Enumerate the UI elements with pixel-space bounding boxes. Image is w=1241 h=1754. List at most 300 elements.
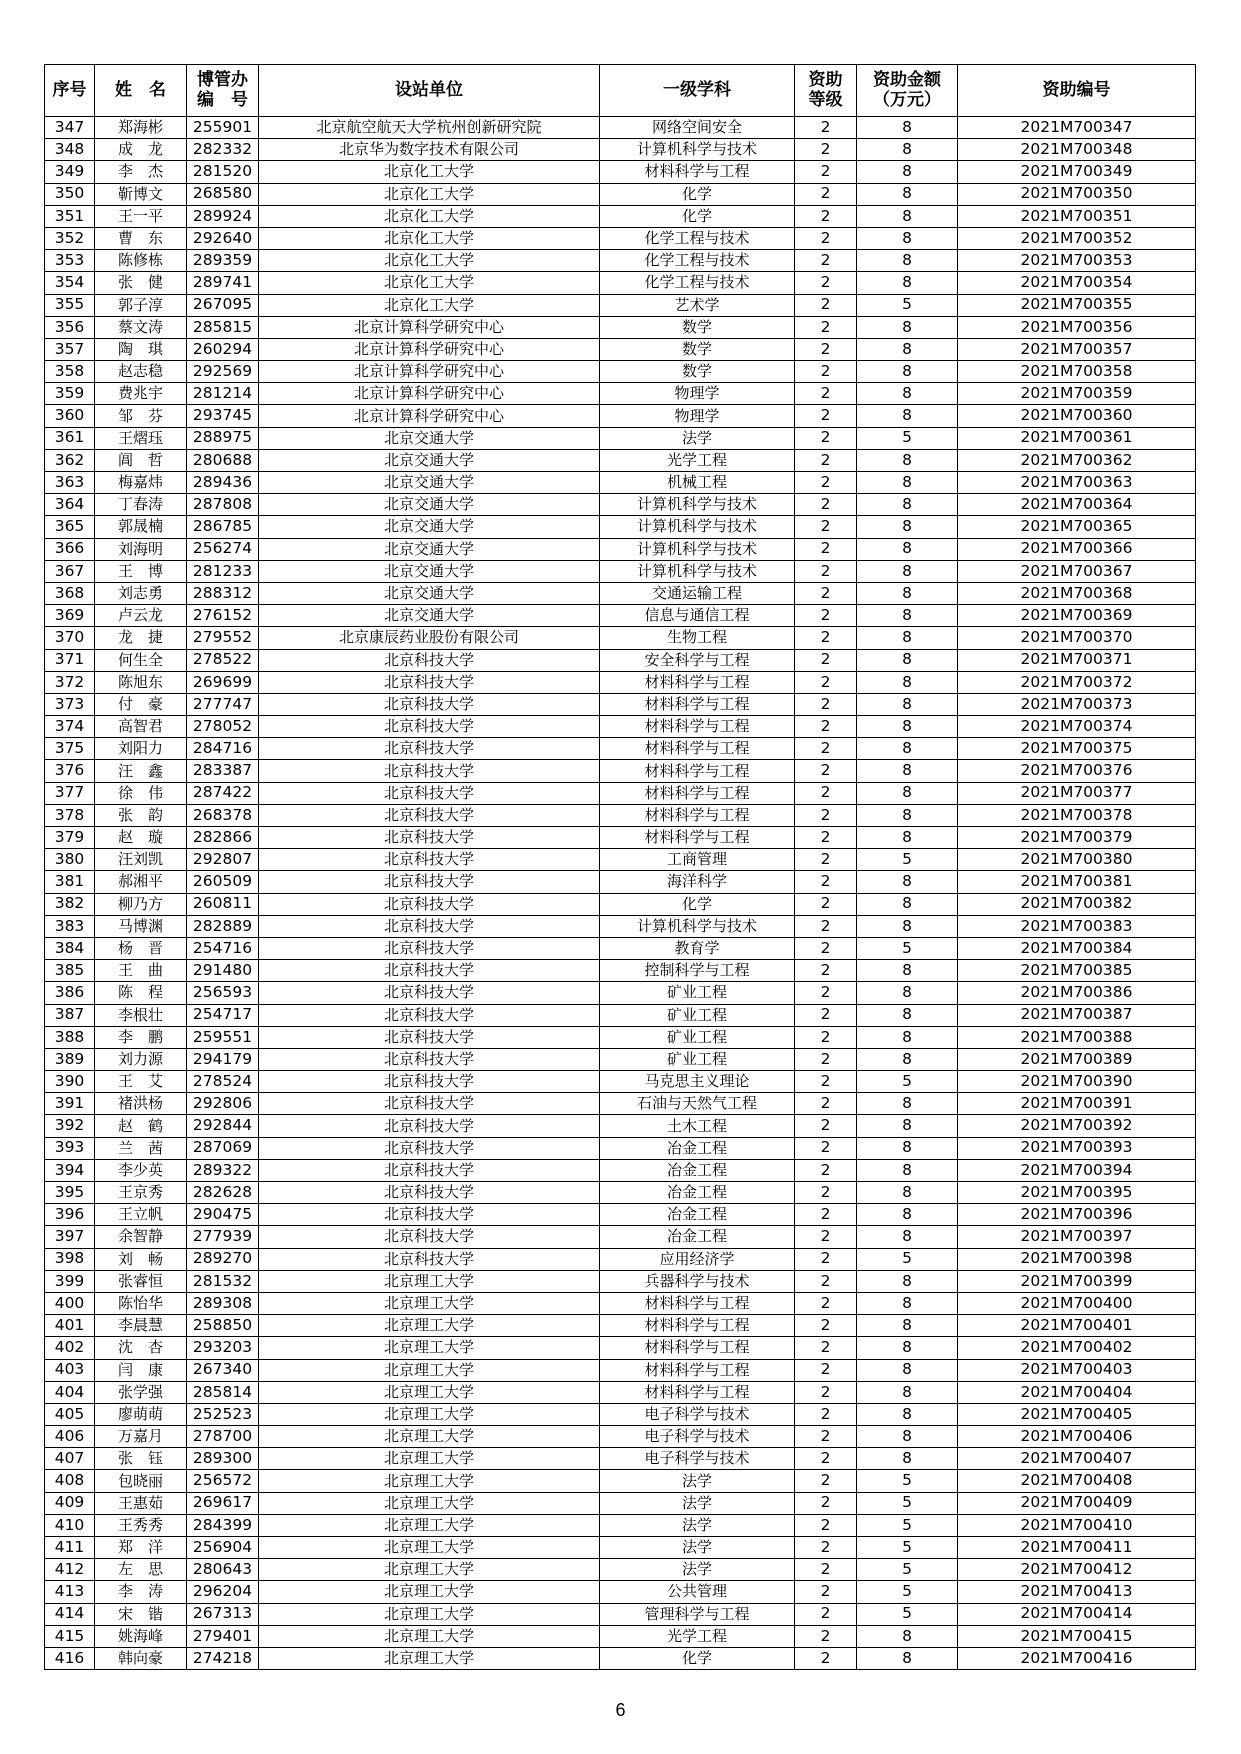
cell-institution: 北京交通大学 [259, 560, 600, 582]
cell-amount: 5 [857, 1559, 958, 1581]
cell-name: 郝湘平 [95, 871, 187, 893]
cell-index: 370 [45, 627, 95, 649]
cell-grade: 2 [795, 361, 857, 383]
cell-funding-id: 2021M700386 [958, 982, 1196, 1004]
cell-discipline: 石油与天然气工程 [600, 1093, 795, 1115]
cell-funding-id: 2021M700404 [958, 1381, 1196, 1403]
cell-funding-id: 2021M700412 [958, 1559, 1196, 1581]
cell-office-id: 281520 [187, 161, 259, 183]
cell-index: 387 [45, 1004, 95, 1026]
cell-discipline: 计算机科学与技术 [600, 139, 795, 161]
cell-office-id: 289322 [187, 1159, 259, 1181]
cell-amount: 8 [857, 227, 958, 249]
cell-office-id: 281214 [187, 383, 259, 405]
cell-amount: 8 [857, 1315, 958, 1337]
cell-amount: 8 [857, 893, 958, 915]
cell-office-id: 290475 [187, 1204, 259, 1226]
cell-amount: 8 [857, 1115, 958, 1137]
cell-office-id: 289436 [187, 472, 259, 494]
cell-amount: 5 [857, 1603, 958, 1625]
cell-funding-id: 2021M700348 [958, 139, 1196, 161]
cell-office-id: 296204 [187, 1581, 259, 1603]
table-row [45, 205, 1196, 227]
cell-grade: 2 [795, 605, 857, 627]
table-row [45, 649, 1196, 671]
table-row [45, 1492, 1196, 1514]
cell-amount: 8 [857, 671, 958, 693]
cell-amount: 5 [857, 937, 958, 959]
cell-name: 李晨慧 [95, 1315, 187, 1337]
cell-institution: 北京科技大学 [259, 1204, 600, 1226]
cell-index: 352 [45, 227, 95, 249]
cell-grade: 2 [795, 1204, 857, 1226]
cell-institution: 北京科技大学 [259, 982, 600, 1004]
header-institution: 设站单位 [259, 65, 600, 117]
cell-office-id: 284399 [187, 1514, 259, 1536]
cell-amount: 8 [857, 516, 958, 538]
cell-office-id: 278700 [187, 1426, 259, 1448]
cell-index: 373 [45, 693, 95, 715]
cell-office-id: 288312 [187, 582, 259, 604]
cell-discipline: 冶金工程 [600, 1159, 795, 1181]
cell-funding-id: 2021M700398 [958, 1248, 1196, 1270]
cell-amount: 8 [857, 1337, 958, 1359]
cell-discipline: 冶金工程 [600, 1204, 795, 1226]
cell-grade: 2 [795, 1492, 857, 1514]
cell-name: 李少英 [95, 1159, 187, 1181]
cell-discipline: 化学工程与技术 [600, 250, 795, 272]
cell-office-id: 256593 [187, 982, 259, 1004]
table-row [45, 1182, 1196, 1204]
cell-funding-id: 2021M700394 [958, 1159, 1196, 1181]
table-row [45, 1004, 1196, 1026]
cell-institution: 北京华为数字技术有限公司 [259, 139, 600, 161]
cell-funding-id: 2021M700373 [958, 693, 1196, 715]
cell-office-id: 278522 [187, 649, 259, 671]
funding-table [44, 64, 1196, 1670]
cell-office-id: 267095 [187, 294, 259, 316]
cell-grade: 2 [795, 1315, 857, 1337]
cell-discipline: 生物工程 [600, 627, 795, 649]
cell-grade: 2 [795, 693, 857, 715]
cell-institution: 北京康辰药业股份有限公司 [259, 627, 600, 649]
cell-amount: 8 [857, 383, 958, 405]
table-row [45, 117, 1196, 139]
cell-grade: 2 [795, 1004, 857, 1026]
cell-discipline: 计算机科学与技术 [600, 915, 795, 937]
cell-amount: 8 [857, 827, 958, 849]
cell-index: 347 [45, 117, 95, 139]
cell-office-id: 292640 [187, 227, 259, 249]
cell-grade: 2 [795, 405, 857, 427]
table-row [45, 449, 1196, 471]
cell-index: 351 [45, 205, 95, 227]
cell-name: 陶 琪 [95, 338, 187, 360]
cell-institution: 北京理工大学 [259, 1492, 600, 1514]
table-body [45, 117, 1196, 1670]
cell-funding-id: 2021M700360 [958, 405, 1196, 427]
cell-index: 358 [45, 361, 95, 383]
header-row [45, 65, 1196, 117]
table-row [45, 893, 1196, 915]
table-row [45, 1625, 1196, 1647]
cell-name: 王熠珏 [95, 427, 187, 449]
table-row [45, 1581, 1196, 1603]
cell-index: 408 [45, 1470, 95, 1492]
cell-name: 徐 伟 [95, 782, 187, 804]
cell-office-id: 286785 [187, 516, 259, 538]
cell-discipline: 材料科学与工程 [600, 671, 795, 693]
cell-funding-id: 2021M700370 [958, 627, 1196, 649]
cell-institution: 北京理工大学 [259, 1337, 600, 1359]
cell-institution: 北京计算科学研究中心 [259, 383, 600, 405]
cell-grade: 2 [795, 915, 857, 937]
table-row [45, 1137, 1196, 1159]
cell-funding-id: 2021M700380 [958, 849, 1196, 871]
cell-grade: 2 [795, 538, 857, 560]
cell-index: 376 [45, 760, 95, 782]
cell-institution: 北京交通大学 [259, 538, 600, 560]
cell-name: 陈 程 [95, 982, 187, 1004]
table-row [45, 1337, 1196, 1359]
table-row [45, 827, 1196, 849]
cell-name: 刘海明 [95, 538, 187, 560]
cell-index: 379 [45, 827, 95, 849]
header-funding-id: 资助编号 [958, 65, 1196, 117]
cell-grade: 2 [795, 760, 857, 782]
cell-amount: 8 [857, 693, 958, 715]
table-row [45, 782, 1196, 804]
header-name: 姓 名 [95, 65, 187, 117]
table-row [45, 1292, 1196, 1314]
cell-office-id: 281532 [187, 1270, 259, 1292]
cell-grade: 2 [795, 960, 857, 982]
cell-office-id: 260294 [187, 338, 259, 360]
cell-discipline: 材料科学与工程 [600, 161, 795, 183]
cell-funding-id: 2021M700403 [958, 1359, 1196, 1381]
cell-funding-id: 2021M700393 [958, 1137, 1196, 1159]
table-row [45, 383, 1196, 405]
cell-amount: 8 [857, 716, 958, 738]
cell-grade: 2 [795, 893, 857, 915]
table-row [45, 1537, 1196, 1559]
cell-index: 406 [45, 1426, 95, 1448]
cell-grade: 2 [795, 1026, 857, 1048]
cell-funding-id: 2021M700384 [958, 937, 1196, 959]
cell-funding-id: 2021M700371 [958, 649, 1196, 671]
table-row [45, 738, 1196, 760]
cell-discipline: 物理学 [600, 383, 795, 405]
cell-amount: 8 [857, 1004, 958, 1026]
cell-funding-id: 2021M700381 [958, 871, 1196, 893]
cell-name: 张 健 [95, 272, 187, 294]
cell-index: 390 [45, 1071, 95, 1093]
cell-amount: 5 [857, 849, 958, 871]
cell-funding-id: 2021M700376 [958, 760, 1196, 782]
cell-amount: 8 [857, 1292, 958, 1314]
cell-office-id: 254716 [187, 937, 259, 959]
cell-discipline: 材料科学与工程 [600, 1292, 795, 1314]
table-row [45, 1026, 1196, 1048]
cell-amount: 8 [857, 338, 958, 360]
cell-name: 刘 畅 [95, 1248, 187, 1270]
cell-funding-id: 2021M700400 [958, 1292, 1196, 1314]
cell-index: 380 [45, 849, 95, 871]
cell-institution: 北京科技大学 [259, 693, 600, 715]
cell-amount: 8 [857, 627, 958, 649]
cell-funding-id: 2021M700369 [958, 605, 1196, 627]
cell-discipline: 矿业工程 [600, 1004, 795, 1026]
cell-office-id: 260811 [187, 893, 259, 915]
cell-name: 成 龙 [95, 139, 187, 161]
cell-amount: 5 [857, 1071, 958, 1093]
table-row [45, 1603, 1196, 1625]
cell-discipline: 计算机科学与技术 [600, 494, 795, 516]
cell-discipline: 机械工程 [600, 472, 795, 494]
cell-name: 陈旭东 [95, 671, 187, 693]
cell-institution: 北京理工大学 [259, 1448, 600, 1470]
cell-grade: 2 [795, 316, 857, 338]
header-index: 序号 [45, 65, 95, 117]
cell-name: 郭晟楠 [95, 516, 187, 538]
cell-discipline: 材料科学与工程 [600, 827, 795, 849]
cell-office-id: 277939 [187, 1226, 259, 1248]
cell-discipline: 材料科学与工程 [600, 1381, 795, 1403]
cell-name: 王立帆 [95, 1204, 187, 1226]
cell-grade: 2 [795, 1248, 857, 1270]
header-discipline: 一级学科 [600, 65, 795, 117]
cell-discipline: 管理科学与工程 [600, 1603, 795, 1625]
table-row [45, 1315, 1196, 1337]
cell-amount: 8 [857, 494, 958, 516]
cell-grade: 2 [795, 294, 857, 316]
cell-amount: 8 [857, 139, 958, 161]
cell-amount: 8 [857, 316, 958, 338]
cell-office-id: 289300 [187, 1448, 259, 1470]
cell-index: 391 [45, 1093, 95, 1115]
cell-institution: 北京交通大学 [259, 449, 600, 471]
cell-institution: 北京化工大学 [259, 183, 600, 205]
cell-index: 361 [45, 427, 95, 449]
cell-name: 王秀秀 [95, 1514, 187, 1536]
cell-name: 赵志稳 [95, 361, 187, 383]
cell-funding-id: 2021M700411 [958, 1537, 1196, 1559]
cell-amount: 8 [857, 183, 958, 205]
table-row [45, 804, 1196, 826]
cell-funding-id: 2021M700387 [958, 1004, 1196, 1026]
table-row [45, 183, 1196, 205]
cell-amount: 8 [857, 915, 958, 937]
table-row [45, 1359, 1196, 1381]
table-row [45, 1270, 1196, 1292]
cell-grade: 2 [795, 205, 857, 227]
cell-office-id: 269699 [187, 671, 259, 693]
cell-grade: 2 [795, 1359, 857, 1381]
cell-institution: 北京计算科学研究中心 [259, 316, 600, 338]
cell-grade: 2 [795, 338, 857, 360]
cell-discipline: 材料科学与工程 [600, 1315, 795, 1337]
cell-amount: 8 [857, 1093, 958, 1115]
cell-discipline: 兵器科学与技术 [600, 1270, 795, 1292]
cell-index: 400 [45, 1292, 95, 1314]
cell-index: 371 [45, 649, 95, 671]
cell-discipline: 电子科学与技术 [600, 1403, 795, 1425]
table-row [45, 605, 1196, 627]
cell-funding-id: 2021M700388 [958, 1026, 1196, 1048]
cell-discipline: 土木工程 [600, 1115, 795, 1137]
cell-index: 411 [45, 1537, 95, 1559]
cell-name: 付 豪 [95, 693, 187, 715]
cell-index: 381 [45, 871, 95, 893]
cell-grade: 2 [795, 716, 857, 738]
table-row [45, 1093, 1196, 1115]
table-row [45, 693, 1196, 715]
cell-funding-id: 2021M700413 [958, 1581, 1196, 1603]
cell-institution: 北京科技大学 [259, 760, 600, 782]
table-row [45, 915, 1196, 937]
cell-funding-id: 2021M700392 [958, 1115, 1196, 1137]
cell-institution: 北京科技大学 [259, 827, 600, 849]
cell-index: 369 [45, 605, 95, 627]
cell-funding-id: 2021M700399 [958, 1270, 1196, 1292]
cell-name: 沈 杏 [95, 1337, 187, 1359]
cell-office-id: 291480 [187, 960, 259, 982]
cell-grade: 2 [795, 1159, 857, 1181]
cell-office-id: 282332 [187, 139, 259, 161]
cell-amount: 8 [857, 1204, 958, 1226]
cell-grade: 2 [795, 1470, 857, 1492]
cell-name: 汪刘凯 [95, 849, 187, 871]
cell-name: 赵 璇 [95, 827, 187, 849]
cell-grade: 2 [795, 494, 857, 516]
cell-discipline: 光学工程 [600, 449, 795, 471]
cell-amount: 8 [857, 1159, 958, 1181]
cell-index: 360 [45, 405, 95, 427]
cell-institution: 北京理工大学 [259, 1315, 600, 1337]
cell-institution: 北京科技大学 [259, 893, 600, 915]
cell-discipline: 化学工程与技术 [600, 227, 795, 249]
cell-index: 389 [45, 1048, 95, 1070]
cell-name: 刘力源 [95, 1048, 187, 1070]
cell-institution: 北京理工大学 [259, 1403, 600, 1425]
cell-institution: 北京理工大学 [259, 1270, 600, 1292]
table-row [45, 982, 1196, 1004]
cell-institution: 北京理工大学 [259, 1647, 600, 1669]
cell-discipline: 艺术学 [600, 294, 795, 316]
cell-amount: 8 [857, 405, 958, 427]
cell-index: 377 [45, 782, 95, 804]
cell-amount: 8 [857, 738, 958, 760]
cell-funding-id: 2021M700375 [958, 738, 1196, 760]
table-row [45, 671, 1196, 693]
cell-funding-id: 2021M700409 [958, 1492, 1196, 1514]
cell-discipline: 法学 [600, 1559, 795, 1581]
cell-discipline: 教育学 [600, 937, 795, 959]
cell-discipline: 安全科学与工程 [600, 649, 795, 671]
cell-name: 郭子淳 [95, 294, 187, 316]
cell-institution: 北京计算科学研究中心 [259, 338, 600, 360]
table-row [45, 1248, 1196, 1270]
cell-name: 褚洪杨 [95, 1093, 187, 1115]
cell-funding-id: 2021M700353 [958, 250, 1196, 272]
cell-name: 王 艾 [95, 1071, 187, 1093]
cell-discipline: 矿业工程 [600, 982, 795, 1004]
cell-funding-id: 2021M700350 [958, 183, 1196, 205]
cell-discipline: 应用经济学 [600, 1248, 795, 1270]
cell-index: 385 [45, 960, 95, 982]
cell-institution: 北京科技大学 [259, 1182, 600, 1204]
cell-index: 353 [45, 250, 95, 272]
table-row [45, 405, 1196, 427]
cell-grade: 2 [795, 272, 857, 294]
cell-office-id: 288975 [187, 427, 259, 449]
cell-name: 陈怡华 [95, 1292, 187, 1314]
cell-index: 349 [45, 161, 95, 183]
cell-amount: 8 [857, 1270, 958, 1292]
cell-index: 402 [45, 1337, 95, 1359]
cell-amount: 8 [857, 361, 958, 383]
cell-name: 靳博文 [95, 183, 187, 205]
cell-index: 409 [45, 1492, 95, 1514]
cell-amount: 8 [857, 1226, 958, 1248]
cell-office-id: 259551 [187, 1026, 259, 1048]
cell-amount: 8 [857, 1426, 958, 1448]
cell-grade: 2 [795, 227, 857, 249]
cell-office-id: 269617 [187, 1492, 259, 1514]
cell-grade: 2 [795, 827, 857, 849]
cell-institution: 北京理工大学 [259, 1581, 600, 1603]
cell-discipline: 马克思主义理论 [600, 1071, 795, 1093]
cell-institution: 北京化工大学 [259, 205, 600, 227]
cell-grade: 2 [795, 1071, 857, 1093]
cell-institution: 北京交通大学 [259, 582, 600, 604]
cell-discipline: 信息与通信工程 [600, 605, 795, 627]
cell-discipline: 化学 [600, 205, 795, 227]
cell-index: 364 [45, 494, 95, 516]
cell-name: 曹 东 [95, 227, 187, 249]
cell-name: 梅嘉炜 [95, 472, 187, 494]
cell-index: 384 [45, 937, 95, 959]
cell-grade: 2 [795, 449, 857, 471]
table-row [45, 1514, 1196, 1536]
cell-funding-id: 2021M700414 [958, 1603, 1196, 1625]
cell-funding-id: 2021M700374 [958, 716, 1196, 738]
cell-index: 404 [45, 1381, 95, 1403]
cell-discipline: 化学工程与技术 [600, 272, 795, 294]
cell-institution: 北京科技大学 [259, 1093, 600, 1115]
cell-institution: 北京科技大学 [259, 1115, 600, 1137]
cell-office-id: 289270 [187, 1248, 259, 1270]
table-row [45, 427, 1196, 449]
cell-name: 廖萌萌 [95, 1403, 187, 1425]
cell-name: 高智君 [95, 716, 187, 738]
cell-discipline: 矿业工程 [600, 1026, 795, 1048]
cell-grade: 2 [795, 1426, 857, 1448]
cell-name: 费兆宇 [95, 383, 187, 405]
cell-grade: 2 [795, 1048, 857, 1070]
cell-grade: 2 [795, 1182, 857, 1204]
cell-institution: 北京理工大学 [259, 1470, 600, 1492]
cell-office-id: 268378 [187, 804, 259, 826]
cell-name: 兰 茜 [95, 1137, 187, 1159]
cell-office-id: 258850 [187, 1315, 259, 1337]
cell-discipline: 材料科学与工程 [600, 804, 795, 826]
table-row [45, 582, 1196, 604]
cell-office-id: 279552 [187, 627, 259, 649]
cell-amount: 8 [857, 117, 958, 139]
cell-office-id: 292806 [187, 1093, 259, 1115]
cell-name: 汪 鑫 [95, 760, 187, 782]
